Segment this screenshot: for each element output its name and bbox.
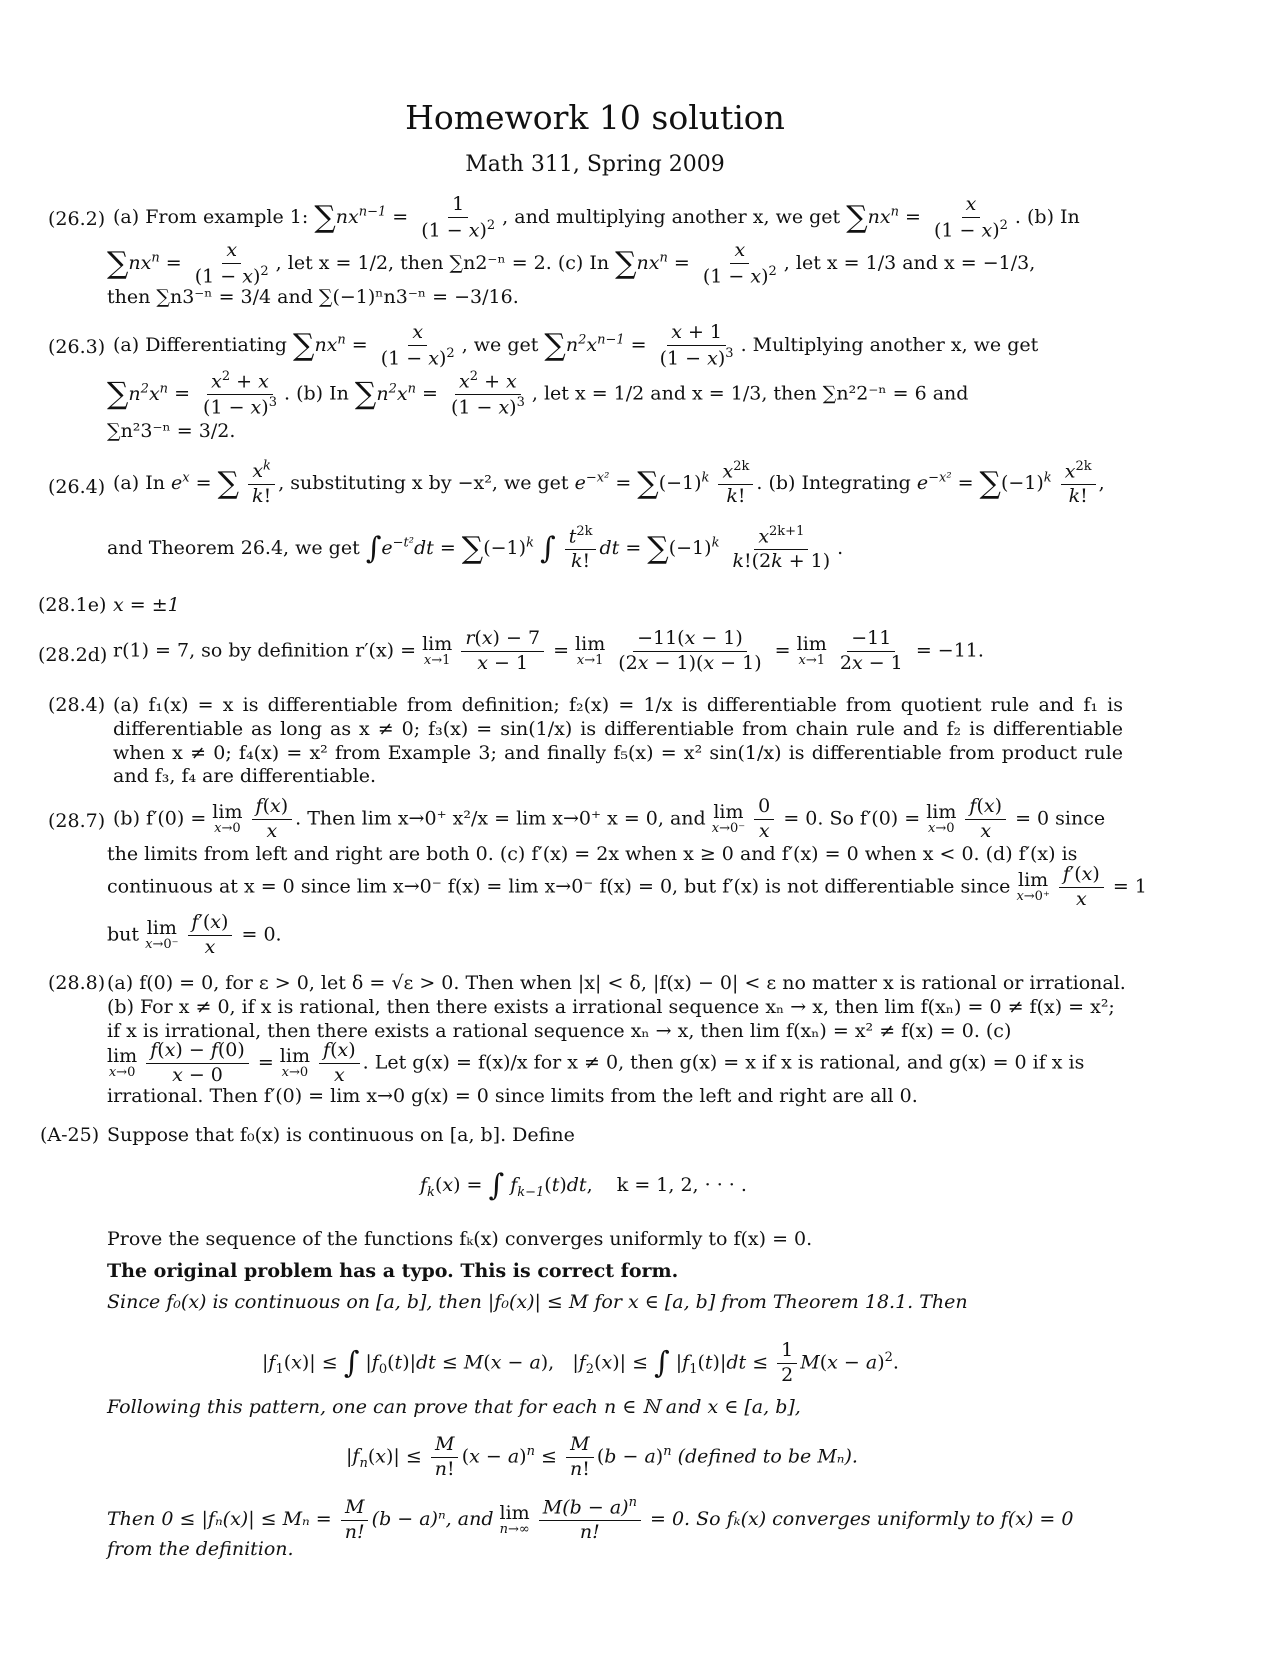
problem-line: continuous at x = 0 since lim x→0⁻ f(x) = lim x→0⁻ f(x) = 0, but f′(x) is not differentiable since lim x→0⁺ $\frac{f'(x)}{x}$ = 1	[107, 863, 1147, 910]
problem-label: (28.2d)	[38, 644, 108, 666]
problem-label: (26.3)	[48, 336, 106, 358]
problem-label: (28.4)	[48, 694, 106, 716]
proof-line: Since f₀(x) is continuous on [a, b], then |f₀(x)| ≤ M for x ∈ [a, b] from Theorem 18.1. Then	[107, 1291, 968, 1313]
problem-line: lim x→0 $\frac{f(x) - f(0)}{x - 0}$ = lim x→0 $\frac{f(x)}{x}$ . Let g(x) = f(x)/x for x ≠ 0, then g(x) = x if x is rational, and g(x) = 0 if x is	[107, 1039, 1085, 1086]
problem-label: (28.1e)	[38, 594, 107, 616]
problem-label: (A-25)	[40, 1124, 100, 1146]
problem-label: (28.8)	[48, 972, 106, 994]
problem-line: and Theorem 26.4, we get $\int e^{-t^2}dt = \sum(-1)^k$ ∫ $\frac{t^{2k}}{k!}$ dt = $\sum(-1)^k$ $\frac{x^{2k+1}}{k!(2k + 1)}$ .	[107, 524, 844, 573]
problem-line: $\sum nx^n$ = $\frac{x}{(1 - x)^2}$ , let x = 1/2, then ∑n2⁻ⁿ = 2. (c) In $\sum nx^n$ = $\frac{x}{(1 - x)^2}$ , let x = 1/3 and x = −1/3,	[107, 239, 1036, 288]
problem-line: (a) Differentiating $\sum nx^n$ = $\frac{x}{(1 - x)^2}$ , we get $\sum n^2x^{n-1}$ = $\frac{x + 1}{(1 - x)^3}$ . Multiplying another x, we get	[113, 321, 1039, 370]
problem-line: if x is irrational, then there exists a rational sequence xₙ → x, then lim f(xₙ) = x² ≠ f(x) = 0. (c)	[107, 1020, 1012, 1042]
proof-line: Following this pattern, one can prove that for each n ∈ ℕ and x ∈ [a, b],	[107, 1396, 801, 1418]
problem-line: r(1) = 7, so by definition r′(x) = lim x→1 $\frac{r(x) - 7}{x - 1}$ = lim x→1 $\frac{-11(x - 1)}{(2x - 1)(x - 1)}$ = lim x→1 $\frac{-11}{2x - 1}$ = −11.	[113, 627, 984, 674]
problem-line: (b) For x ≠ 0, if x is rational, then there exists a irrational sequence xₙ → x, then lim f(xₙ) = 0 ≠ f(x) = x²;	[107, 996, 1115, 1018]
problem-label: (26.4)	[48, 476, 106, 498]
problem-line: but lim x→0⁻ $\frac{f'(x)}{x}$ = 0.	[107, 911, 282, 958]
problem-line: irrational. Then f′(0) = lim x→0 g(x) = 0 since limits from the left and right are all 0.	[107, 1085, 918, 1107]
problem-line: ∑n²3⁻ⁿ = 3/2.	[107, 420, 236, 442]
problem-line: then ∑n3⁻ⁿ = 3/4 and ∑(−1)ⁿn3⁻ⁿ = −3/16.	[107, 286, 519, 308]
problem-line: the limits from left and right are both 0. (c) f′(x) = 2x when x ≥ 0 and f′(x) = 0 when x < 0. (d) f′(x) is	[107, 843, 1078, 865]
problem-line: (a) f(0) = 0, for ε > 0, let δ = √ε > 0. Then when |x| < δ, |f(x) − 0| < ε no matter x is rational or irrational.	[107, 972, 1126, 994]
problem-line: (a) From example 1: $\sum nx^{n-1}$ = $\frac{1}{(1 - x)^2}$ , and multiplying another x, we get $\sum nx^n$ = $\frac{x}{(1 - x)^2}$ . (b) In	[113, 193, 1080, 242]
page-subtitle: Math 311, Spring 2009	[465, 152, 725, 177]
typo-note: The original problem has a typo. This is correct form.	[107, 1260, 679, 1282]
problem-label: (26.2)	[48, 208, 106, 230]
problem-line: $\sum n^2x^n$ = $\frac{x^2 + x}{(1 - x)^3}$ . (b) In $\sum n^2x^n$ = $\frac{x^2 + x}{(1 - x)^3}$ , let x = 1/2 and x = 1/3, then ∑n²2⁻ⁿ = 6 and	[107, 369, 969, 419]
problem-line: Prove the sequence of the functions fₖ(x) converges uniformly to f(x) = 0.	[107, 1228, 813, 1250]
proof-line: Then 0 ≤ |fₙ(x)| ≤ Mₙ = $\frac{M}{n!}$ (b − a)ⁿ, and lim n→∞ $\frac{M(b - a)^n}{n!}$ = 0. So fₖ(x) converges uniformly to f(x) = 0	[107, 1495, 1074, 1544]
proof-line: from the definition.	[107, 1538, 294, 1560]
problem-line: x = ±1	[113, 594, 180, 616]
problem-line: Suppose that f₀(x) is continuous on [a, b]. Define	[107, 1124, 575, 1146]
display-equation: $|f_1(x)|$ ≤ ∫ $|f_0(t)|dt \le M(x - a)$, $|f_2(x)|$ ≤ ∫ $|f_1(t)|dt$ ≤ $\frac{1}{2}$ $M(x - a)^2$.	[262, 1339, 899, 1386]
page-title: Homework 10 solution	[405, 98, 785, 137]
problem-line: (a) In $e^x$ = ∑ $\frac{x^k}{k!}$ , substituting x by −x², we get $e^{-x^2} = \sum(-1)^k$ $\frac{x^{2k}}{k!}$ . (b) Integrating $e^{-x^2} = \sum(-1)^k$ $\frac{x^{2k}}{k!}$ ,	[113, 459, 1105, 508]
problem-line: (b) f′(0) = lim x→0 $\frac{f(x)}{x}$ . Then lim x→0⁺ x²/x = lim x→0⁺ x = 0, and lim x→0⁻ $\frac{0}{x}$ = 0. So f′(0) = lim x→0 $\frac{f(x)}{x}$ = 0 since	[113, 795, 1106, 842]
problem-paragraph: (a) f₁(x) = x is differentiable from definition; f₂(x) = 1/x is differentiable from quotient rule and f₁ is differentiable as long as x ≠ 0; f₃(x) = sin(1/x) is differentiable from chain rule and f₂ is differentiable when x ≠ 0; f₄(x) = x² from Example 3; and finally f₅(x) = x² sin(1/x) is differentiable from product rule and f₃, f₄ are differentiable.	[113, 694, 1123, 788]
display-equation: $|f_n(x)|$ ≤ $\frac{M}{n!}$ $(x - a)^n$ ≤ $\frac{M}{n!}$ $(b - a)^n$ (defined to be Mₙ).	[346, 1433, 858, 1480]
display-equation: $f_k(x)$ = ∫ $f_{k-1}(t)dt$, k = 1, 2, · · · .	[420, 1168, 747, 1203]
problem-label: (28.7)	[48, 810, 106, 832]
